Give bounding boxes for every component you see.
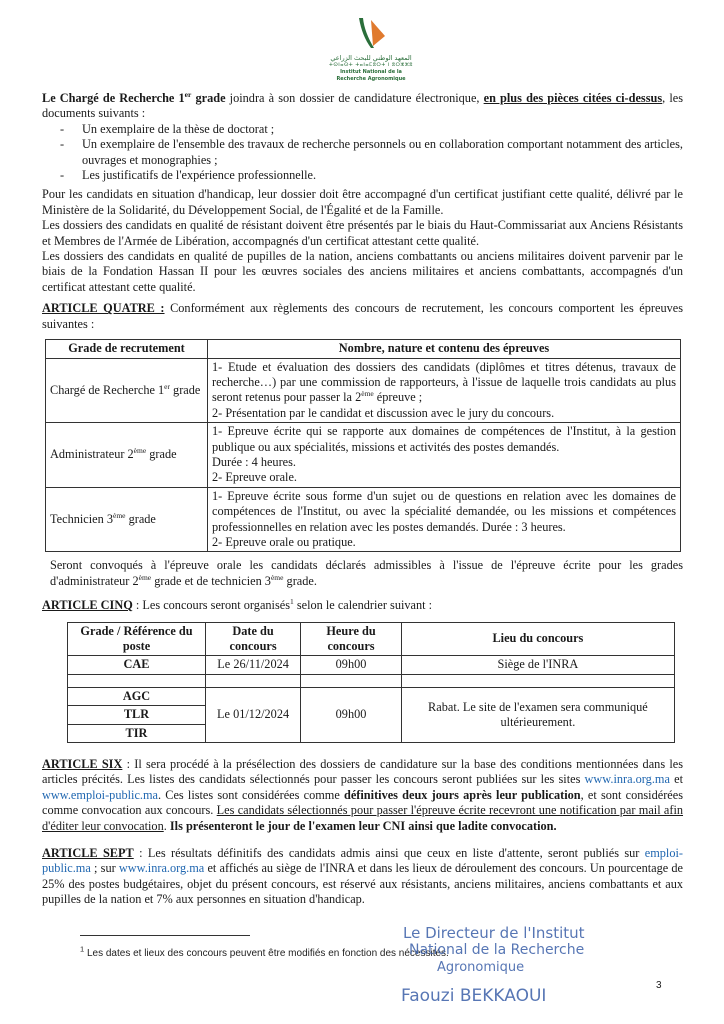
date-cell: Le 26/11/2024 — [205, 656, 300, 674]
grade-cell: Administrateur 2ème grade — [46, 423, 208, 488]
table-row — [46, 358, 681, 423]
table-header-row — [68, 622, 675, 656]
logo-tifinagh-text: ⵜⵙⵏⴰⵙⵜ ⵜⴰⵏⴰⵎⵓⵔⵜ ⵏ ⵓⵔⵣⵣⵓ — [329, 62, 413, 68]
exam-types-table — [45, 339, 681, 552]
logo-french-text: Institut National de la Recherche Agronomique — [336, 69, 406, 82]
list-item: - Les justificatifs de l'expérience professionnelle. — [60, 168, 683, 183]
date-cell: Le 01/12/2024 — [205, 687, 300, 742]
table-row — [68, 656, 675, 674]
pupilles-paragraph: Les dossiers des candidats en qualité de pupilles de la nation, anciens combattants ou anciens militaires doivent parvenir par le biais de la Fondation Hassan II pour les œuvres sociales des anciens militaires et anciens combattants, accompagnés d'un certificat attestant cette qualité. — [42, 249, 683, 294]
article-four-title: ARTICLE QUATRE : — [42, 301, 165, 316]
table-row — [46, 487, 681, 552]
logo-arabic-text: المعهد الوطني للبحث الزراعي — [330, 54, 412, 62]
empty-cell — [68, 674, 206, 687]
required-documents-list — [60, 122, 683, 184]
table-header: Grade / Référence du poste — [68, 622, 206, 656]
article-seven-paragraph: ARTICLE SEPT : Les résultats définitifs des candidats admis ainsi que ceux en liste d'attente, seront publiés sur emploi-public.ma ; sur www.inra.org.ma et affichés au siège de l'INRA et dans les lieux de déroulement des concours. Un pourcentage de 25% des postes budgétaires, objet du présent concours, est réservé aux résistants, anciens militaires, anciens combattants et aux pupilles de la nation et 7% aux personnes en situation d'handicap. — [42, 846, 684, 907]
inra-logo-icon — [351, 14, 391, 54]
table-row — [68, 687, 675, 705]
inra-logo — [326, 14, 416, 83]
location-cell: Rabat. Le site de l'examen sera communiqué ultérieurement. — [401, 687, 674, 742]
emploi-public-link[interactable]: emploi-public.ma — [42, 846, 683, 876]
intro-paragraph: Le Chargé de Recherche 1er grade joindra à son dossier de candidature électronique, en plus des pièces citées ci-dessus, les documents suivants : — [42, 89, 683, 121]
inra-website-link[interactable]: www.inra.org.ma — [584, 772, 670, 787]
empty-cell — [401, 674, 674, 687]
exam-content-cell: 1- Etude et évaluation des dossiers des candidats (diplômes et titres détenus, travaux de recherche…) par une commission de rapporteurs, à l'issue de laquelle trois candidats au plus seront retenus pour passer la 2ème épreuve ; 2- Présentation par le candidat et discussion avec le jury du concours. — [208, 358, 681, 423]
grade-cell: AGC — [68, 687, 206, 705]
time-cell: 09h00 — [301, 687, 402, 742]
footnote-divider — [80, 935, 250, 936]
list-item: - Un exemplaire de la thèse de doctorat ; — [60, 122, 683, 137]
article-five-paragraph: ARTICLE CINQ : Les concours seront organisés$^1$ selon le calendrier suivant : — [42, 597, 433, 613]
table-row — [68, 674, 675, 687]
table-row — [46, 423, 681, 488]
page-number: 3 — [656, 980, 662, 991]
grade-cell: Technicien 3ème grade — [46, 487, 208, 552]
article-seven-title: ARTICLE SEPT — [42, 846, 134, 861]
director-signature-stamp: Le Directeur de l'Institut National de la Recherche Agronomique Faouzi BEKKAOUI — [401, 924, 585, 1006]
table-header: Heure du concours — [301, 622, 402, 656]
article-six-paragraph: ARTICLE SIX : Il sera procédé à la présélection des dossiers de candidature sur la base des conditions mentionnées dans les articles précités. Les listes des candidats sélectionnés pour passer les concours seront publiées sur les sites www.inra.org.ma et www.emploi-public.ma. Ces listes sont considérées comme définitives deux jours après leur publication, et sont considérées comme convocation aux concours. Les candidats sélectionnés pour passer l'épreuve écrite recevront une notification par mail afin d'éditer leur convocation. Ils présenteront le jour de l'examen leur CNI ainsi que ladite convocation. — [42, 757, 684, 833]
document-body — [42, 91, 683, 908]
emploi-public-link[interactable]: www.emploi-public.ma — [42, 787, 158, 802]
table-header: Date du concours — [205, 622, 300, 656]
list-item: - Un exemplaire de l'ensemble des travaux de recherche personnels ou en collaboration comportant notamment des articles, ouvrages et monographies ; — [60, 137, 683, 168]
empty-cell — [205, 674, 300, 687]
grade-cell: CAE — [68, 656, 206, 674]
article-four-paragraph: ARTICLE QUATRE : Conformément aux règlements des concours de recrutement, les concours comportent les épreuves suivantes : — [42, 301, 683, 331]
resistant-paragraph: Les dossiers des candidats en qualité de résistant doivent être présentés par le biais du Haut-Commissariat aux Anciens Résistants et Membres de l'Armée de Libération, accompagnés d'un certificat attestant cette qualité. — [42, 218, 683, 248]
location-cell: Siège de l'INRA — [401, 656, 674, 674]
time-cell: 09h00 — [301, 656, 402, 674]
grade-cell: Chargé de Recherche 1er grade — [46, 358, 208, 423]
footnote: $^1$ Les dates et lieux des concours peuvent être modifiés en fonction des nécessités. — [80, 944, 449, 959]
article-six-title: ARTICLE SIX — [42, 757, 123, 772]
handicap-paragraph: Pour les candidats en situation d'handicap, leur dossier doit être accompagné d'un certificat justifiant cette qualité, délivré par le Ministère de la Solidarité, du Développement Social, de l'Égalité et de la Famille. — [42, 187, 683, 217]
table-header: Nombre, nature et contenu des épreuves — [208, 340, 681, 358]
exam-calendar-table — [67, 622, 675, 743]
oral-exam-note: Seront convoqués à l'épreuve orale les candidats déclarés admissibles à l'issue de l'épreuve écrite pour les grades d'administrateur 2ème grade et de technicien 3ème grade. — [50, 558, 683, 588]
article-five-title: ARTICLE CINQ — [42, 598, 133, 613]
exam-content-cell: 1- Epreuve écrite qui se rapporte aux domaines de compétences de l'Institut, à la gestion publique ou aux spécialités, missions et activités des postes demandés. Durée : 4 heures. 2- Epreuve orale. — [208, 423, 681, 488]
table-header: Grade de recrutement — [46, 340, 208, 358]
inra-website-link[interactable]: www.inra.org.ma — [118, 861, 205, 876]
grade-cell: TIR — [68, 724, 206, 742]
empty-cell — [301, 674, 402, 687]
grade-cell: TLR — [68, 706, 206, 724]
table-header: Lieu du concours — [401, 622, 674, 656]
footnote-marker: 1 — [290, 597, 294, 607]
table-header-row — [46, 340, 681, 358]
exam-content-cell: 1- Epreuve écrite sous forme d'un sujet ou de questions en relation avec les domaines de compétences de l'Institut, ou avec la spécialité demandée, ou les missions et compétences professionnelles en relation avec les postes demandés. Durée : 3 heures. 2- Epreuve orale ou pratique. — [208, 487, 681, 552]
